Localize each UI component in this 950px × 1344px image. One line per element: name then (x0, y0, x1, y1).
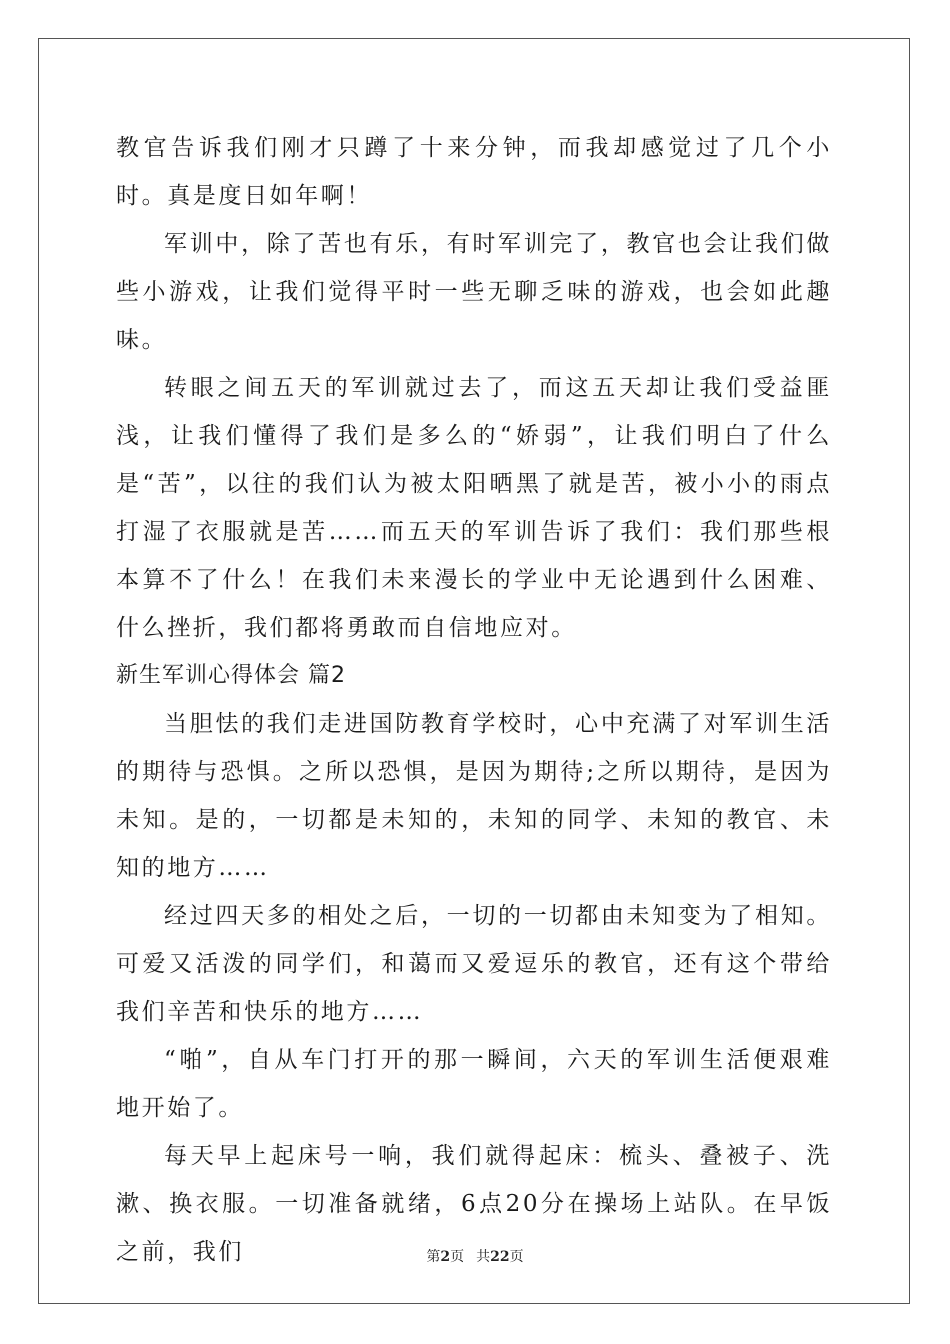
total-suffix: 页 (509, 1249, 524, 1265)
total-pages: 22 (490, 1249, 510, 1265)
document-body (116, 124, 832, 1276)
page-prefix: 第 (426, 1249, 441, 1265)
paragraph: 军训中，除了苦也有乐，有时军训完了，教官也会让我们做些小游戏，让我们觉得平时一些无聊乏味的游戏，也会如此趣味。 (116, 231, 832, 353)
total-prefix: 共 (476, 1249, 491, 1265)
section-title: 新生军训心得体会 篇2 (116, 663, 346, 688)
paragraph: 教官告诉我们刚才只蹲了十来分钟，而我却感觉过了几个小时。真是度日如年啊！ (116, 135, 832, 209)
paragraph: 经过四天多的相处之后，一切的一切都由未知变为了相知。可爱又活泼的同学们，和蔼而又爱逗乐的教官，还有这个带给我们辛苦和快乐的地方…… (116, 903, 832, 1025)
paragraph: 当胆怯的我们走进国防教育学校时，心中充满了对军训生活的期待与恐惧。之所以恐惧，是因为期待;之所以期待，是因为未知。是的，一切都是未知的，未知的同学、未知的教官、未知的地方…… (116, 711, 832, 881)
page-footer (0, 1246, 950, 1266)
page-number: 2 (440, 1249, 451, 1265)
paragraph: 每天早上起床号一响，我们就得起床：梳头、叠被子、洗漱、换衣服。一切准备就绪，6点20分在操场上站队。在早饭之前，我们 (116, 1143, 832, 1265)
page-suffix: 页 (450, 1249, 465, 1265)
paragraph: “啪”，自从车门打开的那一瞬间，六天的军训生活便艰难地开始了。 (116, 1047, 832, 1121)
paragraph: 转眼之间五天的军训就过去了，而这五天却让我们受益匪浅，让我们懂得了我们是多么的“娇弱”，让我们明白了什么是“苦”，以往的我们认为被太阳晒黑了就是苦，被小小的雨点打湿了衣服就是苦……而五天的军训告诉了我们：我们那些根本算不了什么！在我们未来漫长的学业中无论遇到什么困难、什么挫折，我们都将勇敢而自信地应对。 (116, 375, 832, 641)
